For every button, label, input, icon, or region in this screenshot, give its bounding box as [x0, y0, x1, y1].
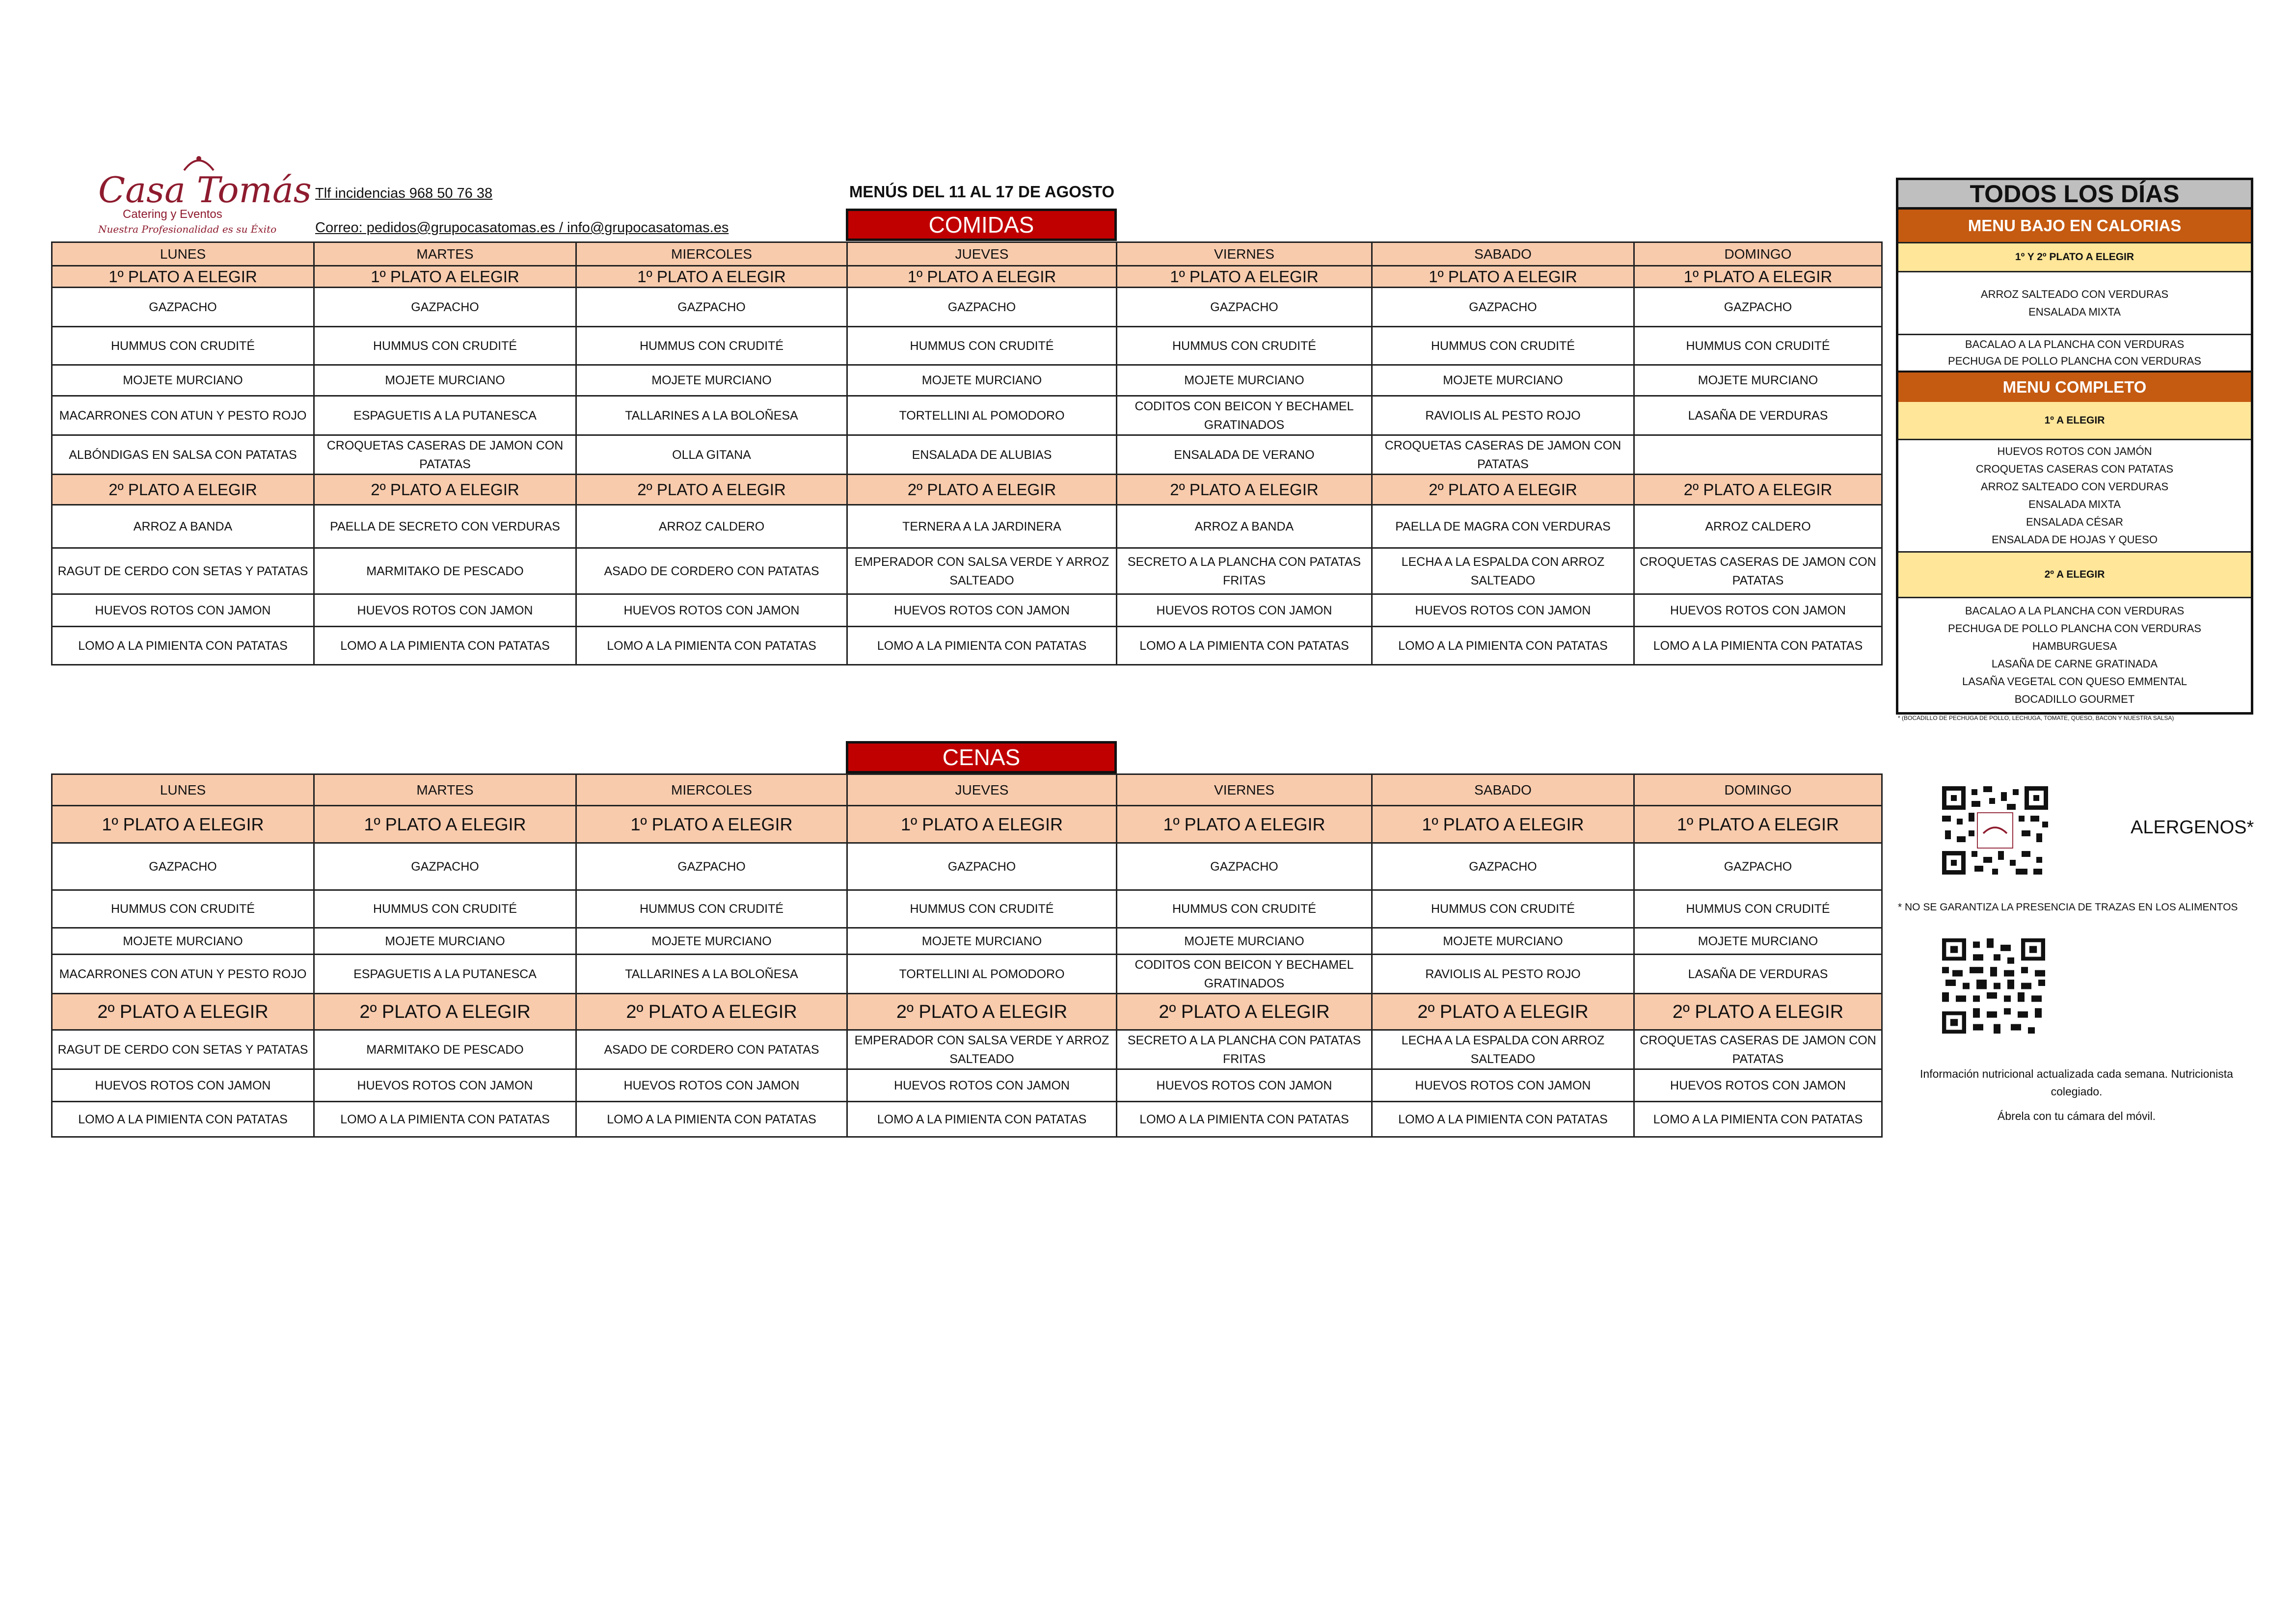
- dish-cell: GAZPACHO: [1372, 843, 1634, 890]
- table-row: [52, 365, 1882, 396]
- list-item: CROQUETAS CASERAS CON PATATAS: [1975, 463, 2174, 475]
- comidas-first-label-row: [52, 266, 1882, 288]
- dish-cell: HUEVOS ROTOS CON JAMON: [52, 594, 314, 627]
- dish-cell: GAZPACHO: [847, 843, 1117, 890]
- section-label: 2º PLATO A ELEGIR: [314, 994, 576, 1030]
- dish-cell: GAZPACHO: [52, 288, 314, 327]
- dish-cell: LOMO A LA PIMIENTA CON PATATAS: [1634, 1102, 1882, 1137]
- dish-cell: HUEVOS ROTOS CON JAMON: [1372, 594, 1634, 627]
- day-header: MIERCOLES: [576, 774, 847, 806]
- dish-cell: LOMO A LA PIMIENTA CON PATATAS: [314, 627, 576, 665]
- cenas-second-label-row: [52, 994, 1882, 1030]
- list-item: ENSALADA MIXTA: [2028, 498, 2121, 510]
- dish-cell: LASAÑA DE VERDURAS: [1634, 396, 1882, 435]
- dish-cell: HUMMUS CON CRUDITÉ: [576, 890, 847, 928]
- dish-cell: [1634, 435, 1882, 475]
- day-header: LUNES: [52, 242, 314, 266]
- alergenos-label: ALERGENOS*: [2131, 817, 2254, 838]
- dish-cell: HUMMUS CON CRUDITÉ: [1117, 327, 1372, 365]
- completo-list-1: [1898, 440, 2251, 551]
- dish-cell: GAZPACHO: [576, 843, 847, 890]
- dish-cell: ESPAGUETIS A LA PUTANESCA: [314, 396, 576, 435]
- bocadillo-footnote: * (BOCADILLO DE PECHUGA DE POLLO, LECHUGA, TOMATE, QUESO, BACON Y NUESTRA SALSA): [1898, 715, 2174, 721]
- table-row: [52, 1030, 1882, 1069]
- camera-hint: Ábrela con tu cámara del móvil.: [1997, 1110, 2156, 1122]
- dish-cell: LOMO A LA PIMIENTA CON PATATAS: [1634, 627, 1882, 665]
- dish-cell: CROQUETAS CASERAS DE JAMON CON PATATAS: [314, 435, 576, 475]
- table-row: [52, 288, 1882, 327]
- dish-cell: HUEVOS ROTOS CON JAMON: [314, 1069, 576, 1102]
- dish-cell: MOJETE MURCIANO: [847, 365, 1117, 396]
- list-item: ENSALADA DE HOJAS Y QUESO: [1992, 533, 2158, 546]
- dish-cell: MOJETE MURCIANO: [52, 365, 314, 396]
- dish-cell: LECHA A LA ESPALDA CON ARROZ SALTEADO: [1372, 548, 1634, 594]
- table-row: [52, 594, 1882, 627]
- dish-cell: MOJETE MURCIANO: [1634, 365, 1882, 396]
- dish-cell: GAZPACHO: [847, 288, 1117, 327]
- dish-cell: LOMO A LA PIMIENTA CON PATATAS: [1117, 1102, 1372, 1137]
- dish-cell: RAGUT DE CERDO CON SETAS Y PATATAS: [52, 1030, 314, 1069]
- dish-cell: LOMO A LA PIMIENTA CON PATATAS: [576, 627, 847, 665]
- list-item: BACALAO A LA PLANCHA CON VERDURAS: [1965, 605, 2185, 617]
- section-label: 1º PLATO A ELEGIR: [314, 806, 576, 843]
- list-item: ENSALADA CÉSAR: [2026, 516, 2124, 528]
- section-label: 2º PLATO A ELEGIR: [576, 475, 847, 505]
- dish-cell: ASADO DE CORDERO CON PATATAS: [576, 548, 847, 594]
- dish-cell: SECRETO A LA PLANCHA CON PATATAS FRITAS: [1117, 548, 1372, 594]
- dish-cell: MOJETE MURCIANO: [1117, 928, 1372, 955]
- section-label: 2º PLATO A ELEGIR: [1634, 475, 1882, 505]
- dish-cell: GAZPACHO: [1372, 288, 1634, 327]
- dish-cell: HUMMUS CON CRUDITÉ: [1372, 327, 1634, 365]
- dish-cell: ESPAGUETIS A LA PUTANESCA: [314, 955, 576, 994]
- day-header: DOMINGO: [1634, 242, 1882, 266]
- menu-title: MENÚS DEL 11 AL 17 DE AGOSTO: [849, 183, 1115, 201]
- cenas-days-row: [52, 774, 1882, 806]
- dish-cell: GAZPACHO: [1634, 843, 1882, 890]
- nutricion-text: Información nutricional actualizada cada semana. Nutricionista colegiado.: [1920, 1067, 2233, 1098]
- section-label: 2º PLATO A ELEGIR: [576, 994, 847, 1030]
- dish-cell: MOJETE MURCIANO: [576, 365, 847, 396]
- bajo-calorias-list-2: [1898, 335, 2251, 371]
- section-label: 1º PLATO A ELEGIR: [1634, 806, 1882, 843]
- dish-cell: HUMMUS CON CRUDITÉ: [1634, 890, 1882, 928]
- dish-cell: LOMO A LA PIMIENTA CON PATATAS: [1117, 627, 1372, 665]
- dish-cell: LOMO A LA PIMIENTA CON PATATAS: [1372, 627, 1634, 665]
- section-label: 1º PLATO A ELEGIR: [52, 266, 314, 288]
- trazas-warning: * NO SE GARANTIZA LA PRESENCIA DE TRAZAS EN LOS ALIMENTOS: [1898, 902, 2238, 913]
- section-label: 2º PLATO A ELEGIR: [52, 475, 314, 505]
- dish-cell: GAZPACHO: [1117, 288, 1372, 327]
- dish-cell: ENSALADA DE ALUBIAS: [847, 435, 1117, 475]
- section-label: 1º PLATO A ELEGIR: [847, 806, 1117, 843]
- logo: [54, 150, 312, 243]
- list-item: LASAÑA VEGETAL CON QUESO EMMENTAL: [1962, 675, 2188, 688]
- dish-cell: HUMMUS CON CRUDITÉ: [1372, 890, 1634, 928]
- menu-completo-title: MENU COMPLETO: [1898, 371, 2251, 402]
- dish-cell: HUEVOS ROTOS CON JAMON: [847, 594, 1117, 627]
- table-row: [52, 548, 1882, 594]
- dish-cell: LOMO A LA PIMIENTA CON PATATAS: [314, 1102, 576, 1137]
- dish-cell: HUMMUS CON CRUDITÉ: [52, 327, 314, 365]
- dish-cell: CODITOS CON BEICON Y BECHAMEL GRATINADOS: [1117, 955, 1372, 994]
- dish-cell: LOMO A LA PIMIENTA CON PATATAS: [576, 1102, 847, 1137]
- section-label: 2º PLATO A ELEGIR: [1372, 994, 1634, 1030]
- bajo-calorias-title: MENU BAJO EN CALORIAS: [1898, 210, 2251, 242]
- section-label: 1º PLATO A ELEGIR: [1372, 266, 1634, 288]
- dish-cell: HUEVOS ROTOS CON JAMON: [1117, 1069, 1372, 1102]
- completo-list-2: [1898, 598, 2251, 712]
- todos-los-dias-panel: [1896, 178, 2253, 715]
- dish-cell: HUEVOS ROTOS CON JAMON: [576, 1069, 847, 1102]
- logo-subtitle: Catering y Eventos: [123, 208, 222, 221]
- dish-cell: CROQUETAS CASERAS DE JAMON CON PATATAS: [1634, 1030, 1882, 1069]
- section-label: 2º PLATO A ELEGIR: [847, 475, 1117, 505]
- dish-cell: MARMITAKO DE PESCADO: [314, 548, 576, 594]
- dish-cell: ARROZ CALDERO: [1634, 505, 1882, 548]
- list-item: PECHUGA DE POLLO PLANCHA CON VERDURAS: [1948, 355, 2201, 367]
- table-row: [52, 327, 1882, 365]
- table-row: [52, 396, 1882, 435]
- dish-cell: CROQUETAS CASERAS DE JAMON CON PATATAS: [1634, 548, 1882, 594]
- qr-code-icon: [1942, 938, 2045, 1034]
- comidas-second-label-row: [52, 475, 1882, 505]
- dish-cell: OLLA GITANA: [576, 435, 847, 475]
- dish-cell: HUEVOS ROTOS CON JAMON: [1117, 594, 1372, 627]
- section-label: 2º PLATO A ELEGIR: [847, 994, 1117, 1030]
- section-label: 2º PLATO A ELEGIR: [1117, 994, 1372, 1030]
- dish-cell: GAZPACHO: [576, 288, 847, 327]
- dish-cell: LOMO A LA PIMIENTA CON PATATAS: [847, 1102, 1117, 1137]
- dish-cell: GAZPACHO: [314, 288, 576, 327]
- section-label: 1º PLATO A ELEGIR: [576, 266, 847, 288]
- dish-cell: TORTELLINI AL POMODORO: [847, 396, 1117, 435]
- table-row: [52, 955, 1882, 994]
- day-header: VIERNES: [1117, 774, 1372, 806]
- logo-slogan: Nuestra Profesionalidad es su Éxito: [98, 223, 277, 235]
- dish-cell: LOMO A LA PIMIENTA CON PATATAS: [52, 1102, 314, 1137]
- list-item: HUEVOS ROTOS CON JAMÓN: [1997, 445, 2152, 457]
- dish-cell: SECRETO A LA PLANCHA CON PATATAS FRITAS: [1117, 1030, 1372, 1069]
- section-label: 2º PLATO A ELEGIR: [1372, 475, 1634, 505]
- dish-cell: ARROZ A BANDA: [1117, 505, 1372, 548]
- section-label: 1º PLATO A ELEGIR: [314, 266, 576, 288]
- dish-cell: RAVIOLIS AL PESTO ROJO: [1372, 396, 1634, 435]
- table-row: [52, 627, 1882, 665]
- list-item: PECHUGA DE POLLO PLANCHA CON VERDURAS: [1948, 622, 2201, 635]
- dish-cell: HUMMUS CON CRUDITÉ: [847, 890, 1117, 928]
- dish-cell: TORTELLINI AL POMODORO: [847, 955, 1117, 994]
- dish-cell: TALLARINES A LA BOLOÑESA: [576, 955, 847, 994]
- dish-cell: CROQUETAS CASERAS DE JAMON CON PATATAS: [1372, 435, 1634, 475]
- day-header: MARTES: [314, 774, 576, 806]
- dish-cell: EMPERADOR CON SALSA VERDE Y ARROZ SALTEADO: [847, 548, 1117, 594]
- dish-cell: HUMMUS CON CRUDITÉ: [847, 327, 1117, 365]
- list-item: LASAÑA DE CARNE GRATINADA: [1991, 658, 2158, 670]
- dish-cell: MOJETE MURCIANO: [1634, 928, 1882, 955]
- dish-cell: RAVIOLIS AL PESTO ROJO: [1372, 955, 1634, 994]
- dish-cell: HUMMUS CON CRUDITÉ: [1634, 327, 1882, 365]
- dish-cell: ARROZ CALDERO: [576, 505, 847, 548]
- dish-cell: ASADO DE CORDERO CON PATATAS: [576, 1030, 847, 1069]
- dish-cell: HUMMUS CON CRUDITÉ: [314, 890, 576, 928]
- day-header: MARTES: [314, 242, 576, 266]
- dish-cell: PAELLA DE MAGRA CON VERDURAS: [1372, 505, 1634, 548]
- section-label: 1º PLATO A ELEGIR: [576, 806, 847, 843]
- dish-cell: MACARRONES CON ATUN Y PESTO ROJO: [52, 396, 314, 435]
- comidas-days-row: [52, 242, 1882, 266]
- cenas-first-label-row: [52, 806, 1882, 843]
- dish-cell: ARROZ A BANDA: [52, 505, 314, 548]
- section-label: 1º PLATO A ELEGIR: [1634, 266, 1882, 288]
- section-label: 1º PLATO A ELEGIR: [1117, 266, 1372, 288]
- dish-cell: HUMMUS CON CRUDITÉ: [314, 327, 576, 365]
- day-header: SABADO: [1372, 774, 1634, 806]
- table-row: [52, 843, 1882, 890]
- dish-cell: GAZPACHO: [52, 843, 314, 890]
- dish-cell: PAELLA DE SECRETO CON VERDURAS: [314, 505, 576, 548]
- day-header: SABADO: [1372, 242, 1634, 266]
- dish-cell: LECHA A LA ESPALDA CON ARROZ SALTEADO: [1372, 1030, 1634, 1069]
- dish-cell: HUEVOS ROTOS CON JAMON: [576, 594, 847, 627]
- dish-cell: MOJETE MURCIANO: [847, 928, 1117, 955]
- day-header: LUNES: [52, 774, 314, 806]
- dish-cell: HUMMUS CON CRUDITÉ: [576, 327, 847, 365]
- dish-cell: MOJETE MURCIANO: [314, 365, 576, 396]
- list-item: ARROZ SALTEADO CON VERDURAS: [1980, 480, 2169, 493]
- section-label: 2º PLATO A ELEGIR: [52, 994, 314, 1030]
- dish-cell: MOJETE MURCIANO: [52, 928, 314, 955]
- day-header: JUEVES: [847, 242, 1117, 266]
- section-label: 2º PLATO A ELEGIR: [314, 475, 576, 505]
- dish-cell: MOJETE MURCIANO: [576, 928, 847, 955]
- dish-cell: LASAÑA DE VERDURAS: [1634, 955, 1882, 994]
- cenas-table: [51, 773, 1883, 1138]
- dish-cell: CODITOS CON BEICON Y BECHAMEL GRATINADOS: [1117, 396, 1372, 435]
- dish-cell: MACARRONES CON ATUN Y PESTO ROJO: [52, 955, 314, 994]
- day-header: MIERCOLES: [576, 242, 847, 266]
- dish-cell: MOJETE MURCIANO: [1372, 928, 1634, 955]
- dish-cell: HUMMUS CON CRUDITÉ: [52, 890, 314, 928]
- day-header: JUEVES: [847, 774, 1117, 806]
- dish-cell: TALLARINES A LA BOLOÑESA: [576, 396, 847, 435]
- dish-cell: HUEVOS ROTOS CON JAMON: [1372, 1069, 1634, 1102]
- list-item: ENSALADA MIXTA: [2028, 305, 2121, 318]
- comidas-table: [51, 241, 1883, 665]
- dish-cell: HUMMUS CON CRUDITÉ: [1117, 890, 1372, 928]
- table-row: [52, 505, 1882, 548]
- dish-cell: GAZPACHO: [1117, 843, 1372, 890]
- dish-cell: HUEVOS ROTOS CON JAMON: [1634, 1069, 1882, 1102]
- dish-cell: GAZPACHO: [314, 843, 576, 890]
- section-label: 1º PLATO A ELEGIR: [1117, 806, 1372, 843]
- qr-code-icon: [1942, 786, 2048, 875]
- section-label: 1º PLATO A ELEGIR: [847, 266, 1117, 288]
- section-label: 2º PLATO A ELEGIR: [1117, 475, 1372, 505]
- dish-cell: EMPERADOR CON SALSA VERDE Y ARROZ SALTEADO: [847, 1030, 1117, 1069]
- cenas-banner: CENAS: [846, 741, 1117, 773]
- dish-cell: MOJETE MURCIANO: [1117, 365, 1372, 396]
- bajo-calorias-list-1: [1898, 272, 2251, 335]
- section-label: 1º PLATO A ELEGIR: [52, 806, 314, 843]
- day-header: DOMINGO: [1634, 774, 1882, 806]
- dish-cell: ENSALADA DE VERANO: [1117, 435, 1372, 475]
- logo-name: Casa Tomás: [98, 169, 312, 211]
- day-header: VIERNES: [1117, 242, 1372, 266]
- nutricion-qr-code[interactable]: [1942, 938, 2045, 1034]
- dish-cell: LOMO A LA PIMIENTA CON PATATAS: [1372, 1102, 1634, 1137]
- dish-cell: TERNERA A LA JARDINERA: [847, 505, 1117, 548]
- dish-cell: MOJETE MURCIANO: [314, 928, 576, 955]
- section-label: 1º PLATO A ELEGIR: [1372, 806, 1634, 843]
- section-label: 2º PLATO A ELEGIR: [1634, 994, 1882, 1030]
- bajo-calorias-label: 1º Y 2º PLATO A ELEGIR: [1898, 242, 2251, 272]
- alergenos-qr-code[interactable]: [1942, 786, 2048, 875]
- dish-cell: MARMITAKO DE PESCADO: [314, 1030, 576, 1069]
- email-link[interactable]: Correo: pedidos@grupocasatomas.es / info@grupocasatomas.es: [315, 220, 729, 236]
- table-row: [52, 1102, 1882, 1137]
- list-item: HAMBURGUESA: [2032, 640, 2117, 652]
- completo-label-2: 2º A ELEGIR: [1898, 551, 2251, 598]
- dish-cell: HUEVOS ROTOS CON JAMON: [52, 1069, 314, 1102]
- list-item: BOCADILLO GOURMET: [2014, 693, 2135, 705]
- comidas-banner: COMIDAS: [846, 209, 1117, 241]
- dish-cell: HUEVOS ROTOS CON JAMON: [847, 1069, 1117, 1102]
- table-row: [52, 435, 1882, 475]
- todos-title: TODOS LOS DÍAS: [1898, 180, 2251, 210]
- dish-cell: MOJETE MURCIANO: [1372, 365, 1634, 396]
- completo-label-1: 1º A ELEGIR: [1898, 402, 2251, 440]
- table-row: [52, 928, 1882, 955]
- dish-cell: LOMO A LA PIMIENTA CON PATATAS: [847, 627, 1117, 665]
- list-item: BACALAO A LA PLANCHA CON VERDURAS: [1965, 338, 2185, 350]
- table-row: [52, 1069, 1882, 1102]
- dish-cell: LOMO A LA PIMIENTA CON PATATAS: [52, 627, 314, 665]
- dish-cell: HUEVOS ROTOS CON JAMON: [1634, 594, 1882, 627]
- phone-link[interactable]: Tlf incidencias 968 50 76 38: [315, 186, 493, 201]
- nutricion-info: [1898, 1065, 2255, 1132]
- dish-cell: GAZPACHO: [1634, 288, 1882, 327]
- dish-cell: ALBÓNDIGAS EN SALSA CON PATATAS: [52, 435, 314, 475]
- dish-cell: HUEVOS ROTOS CON JAMON: [314, 594, 576, 627]
- list-item: ARROZ SALTEADO CON VERDURAS: [1980, 288, 2169, 300]
- dish-cell: RAGUT DE CERDO CON SETAS Y PATATAS: [52, 548, 314, 594]
- table-row: [52, 890, 1882, 928]
